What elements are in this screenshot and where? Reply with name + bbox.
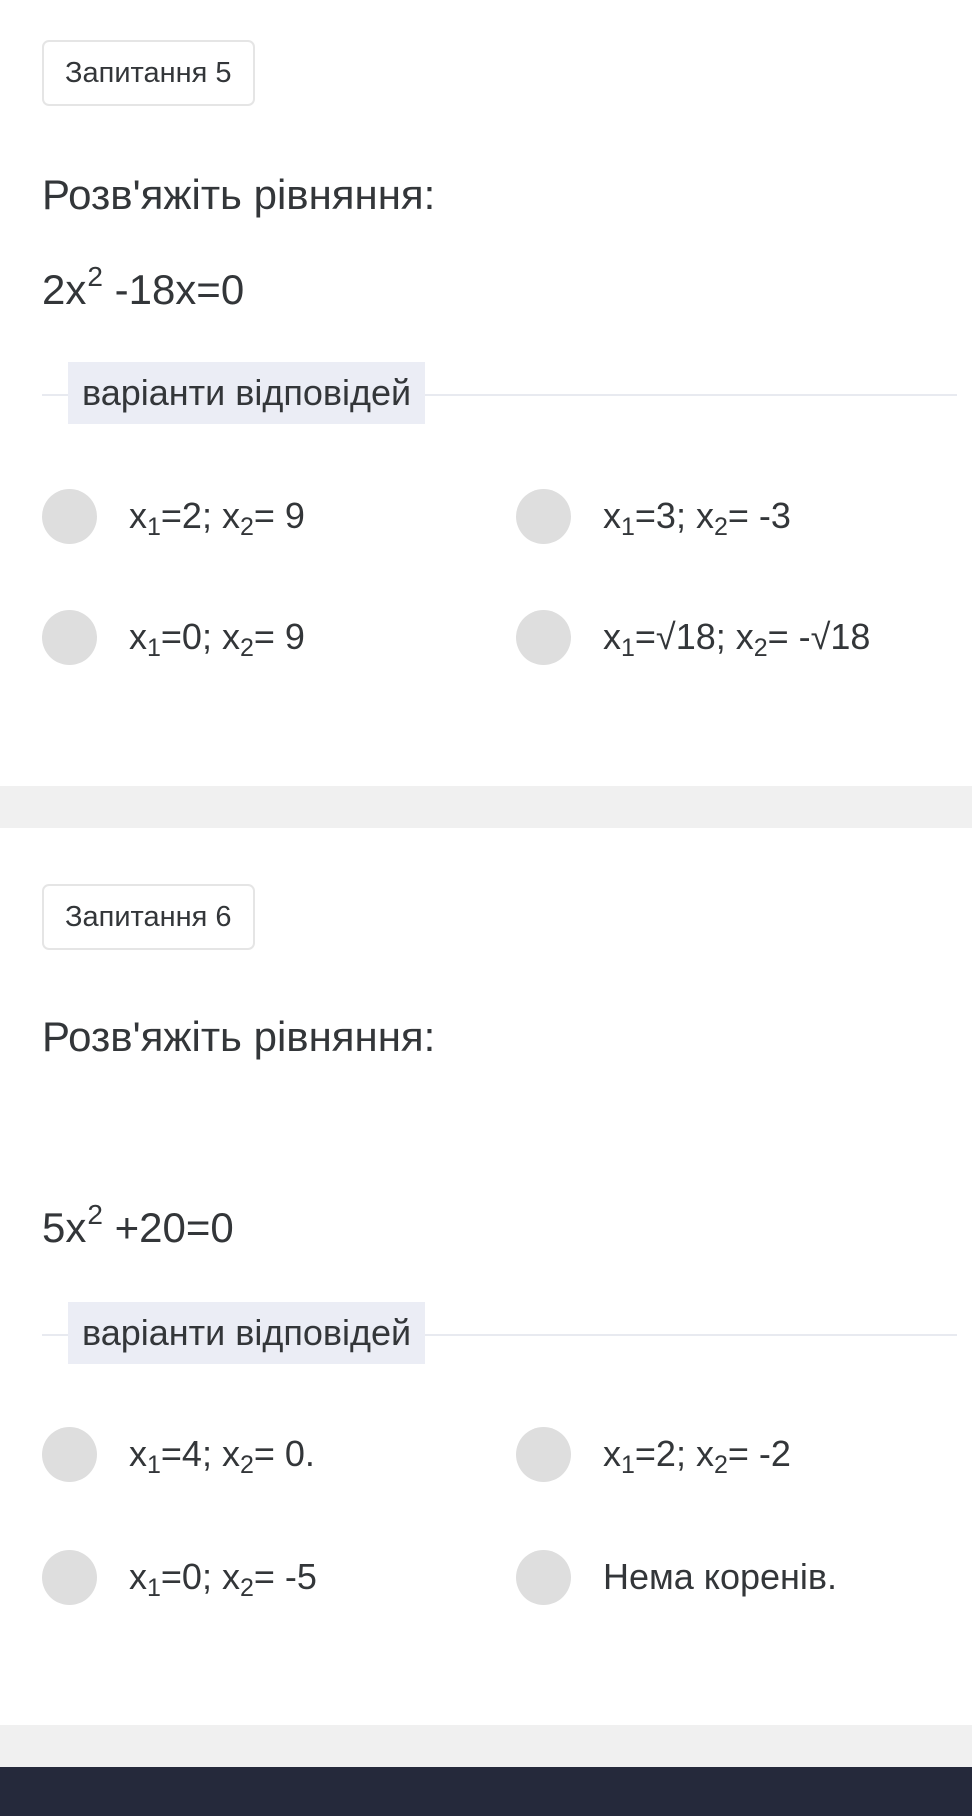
options-label: варіанти відповідей — [68, 362, 425, 424]
answer-option[interactable] — [42, 609, 305, 665]
radio-button[interactable] — [516, 1427, 571, 1482]
question-separator — [0, 1725, 972, 1767]
equation-exponent: 2 — [87, 1199, 103, 1230]
equation-base: 2x — [42, 266, 87, 313]
question-prompt: Розв'яжіть рівняння: — [42, 1013, 436, 1060]
bottom-bar — [0, 1767, 972, 1816]
answer-option[interactable] — [42, 1426, 315, 1482]
radio-button[interactable] — [42, 1550, 97, 1605]
radio-button[interactable] — [42, 1427, 97, 1482]
radio-button[interactable] — [42, 489, 97, 544]
question-card-6 — [0, 828, 972, 1725]
question-card-5 — [0, 0, 972, 786]
answer-option[interactable] — [42, 488, 305, 544]
radio-button[interactable] — [516, 610, 571, 665]
answer-option[interactable] — [516, 488, 791, 544]
radio-button[interactable] — [42, 610, 97, 665]
equation-exponent: 2 — [87, 261, 103, 292]
answer-option-text: $x_1=3$; $x_2= -3$ — [603, 495, 791, 541]
answer-option-text: $x_1=2$; $x_2= -2$ — [603, 1433, 791, 1479]
question-equation — [42, 261, 245, 315]
equation-rest: -18x=0 — [102, 266, 245, 313]
radio-button[interactable] — [516, 489, 571, 544]
answer-option-text: $x_1=2$; $x_2= 9$ — [129, 495, 305, 541]
equation-base: 5x — [42, 1204, 87, 1251]
answer-option[interactable] — [516, 609, 870, 665]
answer-option-text: Нема коренів. — [603, 1556, 838, 1597]
answer-option[interactable] — [42, 1549, 317, 1605]
radio-button[interactable] — [516, 1550, 571, 1605]
answer-option-text: $x_1=4$; $x_2= 0$. — [129, 1433, 315, 1479]
question-prompt: Розв'яжіть рівняння: — [42, 171, 436, 218]
answer-option[interactable] — [516, 1549, 837, 1605]
answer-option-text: $x_1=√18$; $x_2= -√18$ — [603, 616, 871, 662]
answer-option-text: $x_1=0$; $x_2= 9$ — [129, 616, 305, 662]
answer-option-text: $x_1=0$; $x_2= -5$ — [129, 1556, 317, 1602]
question-number-badge: Запитання 6 — [42, 884, 255, 950]
answer-option[interactable] — [516, 1426, 791, 1482]
question-separator — [0, 786, 972, 828]
options-label: варіанти відповідей — [68, 1302, 425, 1364]
question-equation — [42, 1199, 234, 1253]
question-number-badge: Запитання 5 — [42, 40, 255, 106]
equation-rest: +20=0 — [102, 1204, 234, 1251]
